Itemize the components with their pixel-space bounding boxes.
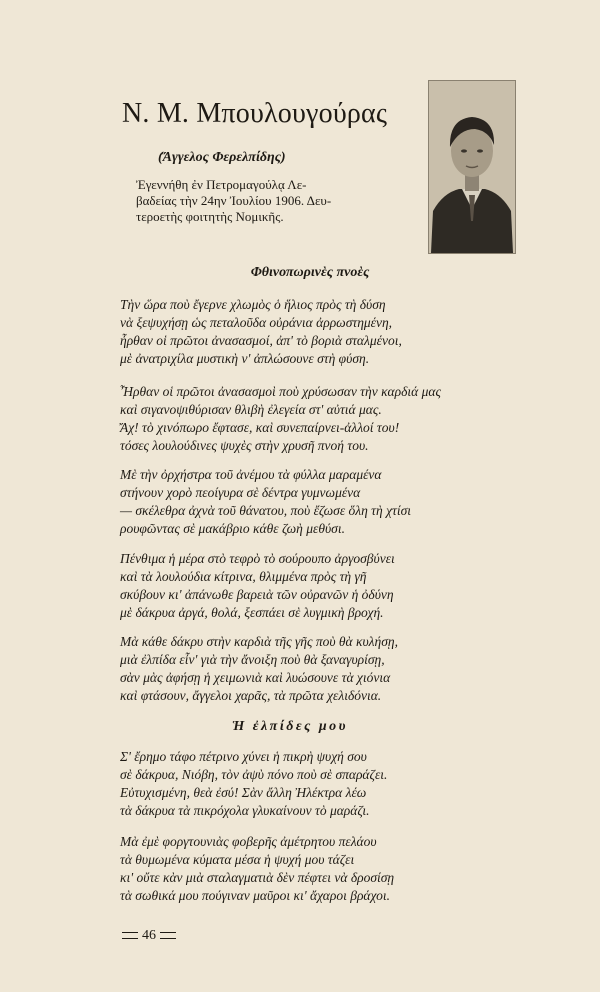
poem-line: μὲ ἀνατριχίλα μυστικὴ ν' ἀπλώσουνε στὴ φύση. (120, 351, 370, 366)
page-number-text: 46 (142, 928, 156, 943)
page-number (118, 928, 180, 944)
bio-line: βαδείας τὴν 24ην Ἰουλίου 1906. Δευ- (136, 193, 332, 208)
author-pseudonym: (Ἄγγελος Φερελπίδης) (158, 150, 286, 165)
poem-line: Εὐτυχισμένη, θεὰ ἐσύ! Σὰν ἄλλη Ἠλέκτρα λέω (120, 785, 367, 800)
poem-line: σκύβουν κι' ἀπάνωθε βαρειὰ τῶν οὐρανῶν ἡ ὀδύνη (120, 587, 394, 602)
poem-line: καὶ σιγανοψιθύρισαν θλιβὴ ἐλεγεία στ' αὐτιά μας. (120, 402, 382, 417)
poem-line: σὲ δάκρυα, Νιόβη, τὸν ἀψὺ πόνο ποὺ σὲ σπαράζει. (120, 767, 388, 782)
poem-line: — σκέλεθρα ἀχνὰ τοῦ θάνατου, ποὺ ἔζωσε ὅλη τὴ χτίσι (120, 503, 412, 518)
poem-line: μὲ δάκρυα ἀργά, θολά, ξεσπάει σὲ λυγμικὴ βροχή. (120, 605, 384, 620)
portrait-photo-icon (429, 81, 515, 253)
poem-stanza (120, 296, 520, 368)
poem-line: Τὴν ὥρα ποὺ ἔγερνε χλωμὸς ὁ ἥλιος πρὸς τὴ δύση (120, 297, 386, 312)
poem-line: Μὰ ἐμὲ φοργτουνιὰς φοβερῆς ἀμέτρητου πελάου (120, 834, 377, 849)
author-portrait (428, 80, 516, 254)
bio-line: τεροετὴς φοιτητὴς Νομικῆς. (136, 209, 284, 224)
poem-line: Σ' ἔρημο τάφο πέτρινο χύνει ἡ πικρὴ ψυχή σου (120, 749, 367, 764)
poem-line: Πένθιμα ἡ μέρα στὸ τεφρὸ τὸ σούρουπο ἀργοσβύνει (120, 551, 395, 566)
poem-line: τὰ θυμωμένα κύματα μέσα ἡ ψυχή μου τάζει (120, 852, 355, 867)
poem-line: στήνουν χορὸ πεοίγυρα σὲ δέντρα γυμνωμένα (120, 485, 361, 500)
poem-line: Ἄχ! τὸ χινόπωρο ἔφτασε, καὶ συνεπαίρνει-ἀλλοί του! (120, 420, 400, 435)
poem-line: καὶ φτάσουν, ἄγγελοι χαρᾶς, τὰ πρῶτα χελιδόνια. (120, 688, 382, 703)
poem-stanza (120, 748, 520, 820)
folio-rule-left (122, 932, 138, 939)
poem-title: Ἡ ἐλπίδες μου (231, 719, 349, 734)
poem-line: ρουφῶντας σὲ μακάβριο κάθε ζωὴ μεθύσι. (120, 521, 345, 536)
poem-line: σὰν μὰς ἀφήσῃ ἡ χειμωνιὰ καὶ λυώσουνε τὰ χιόνια (120, 670, 391, 685)
poem-line: νὰ ξεψυχήσῃ ὡς πεταλοῦδα οὐράνια ἀρρωστημένη, (120, 315, 393, 330)
poem-line: ἦρθαν οἱ πρῶτοι ἀνασασμοί, ἀπ' τὸ βοριὰ σταλμένοι, (120, 333, 402, 348)
poem-line: Ἦρθαν οἱ πρῶτοι ἀνασασμοὶ ποὺ χρύσωσαν τὴν καρδιά μας (120, 384, 441, 399)
poem-title: Φθινοπωρινὲς πνοὲς (250, 265, 370, 280)
bio-line: Ἐγεννήθη ἐν Πετρομαγούλᾳ Λε- (136, 177, 307, 192)
poem-line: μιὰ ἐλπίδα εἶν' γιὰ τὴν ἄνοιξη ποὺ θὰ ξαναγυρίσῃ, (120, 652, 385, 667)
poem-line: τὰ σωθικά μου πούγιναν μαῦροι κι' ἄχαροι βράχοι. (120, 888, 391, 903)
poem-stanza (120, 833, 520, 905)
poem-stanza (120, 550, 520, 622)
author-name: Ν. Μ. Μπουλουγούρας (122, 98, 388, 129)
poem-line: Μὲ τὴν ὀρχήστρα τοῦ ἀνέμου τὰ φύλλα μαραμένα (120, 467, 382, 482)
poem-stanza (120, 383, 520, 455)
poem-line: τὰ δάκρυα τὰ πικρόχολα γλυκαίνουν τὸ μαράζι. (120, 803, 370, 818)
folio-rule-right (160, 932, 176, 939)
poem-line: τόσες λουλούδινες ψυχὲς στὴν χρυσῆ πνοή του. (120, 438, 369, 453)
poem-line: κι' οὔτε κὰν μιὰ σταλαγματιὰ δὲν πέφτει νὰ δροσίσῃ (120, 870, 395, 885)
poem-line: καὶ τὰ λουλούδια κίτρινα, θλιμμένα πρὸς τὴ γῆ (120, 569, 367, 584)
poem-line: Μὰ κάθε δάκρυ στὴν καρδιὰ τῆς γῆς ποὺ θὰ κυλήσῃ, (120, 634, 398, 649)
poem-stanza (120, 633, 520, 705)
author-bio (136, 177, 422, 225)
poem-stanza (120, 466, 520, 538)
